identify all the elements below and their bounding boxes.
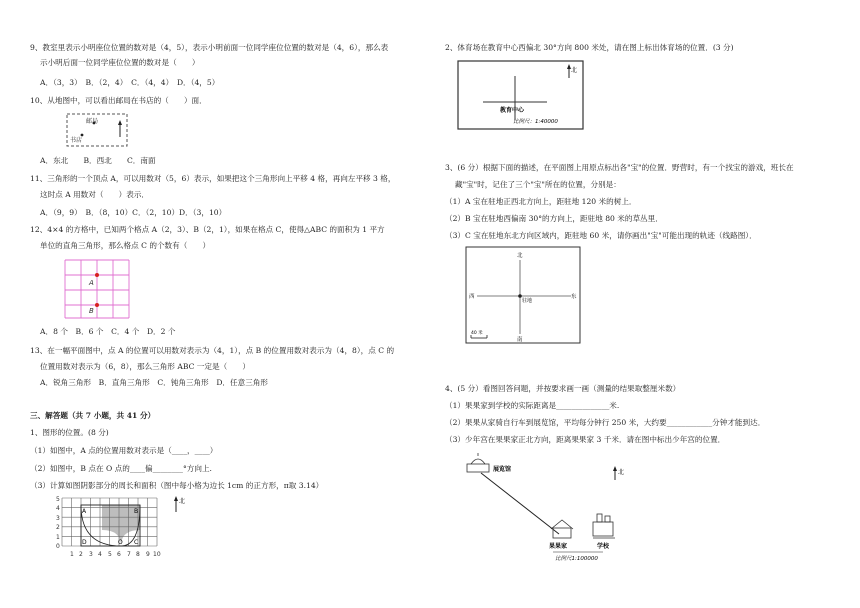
q11-line1: 11、三角形的一个顶点 A，可以用数对（5，6）表示，如果把这个三角形向上平移 4 格，再向左平移 3 格， — [30, 174, 396, 183]
grid-label-a: A — [82, 508, 87, 515]
svg-text:7: 7 — [127, 551, 131, 558]
svg-text:1: 1 — [70, 551, 74, 558]
grid-label-d: D — [82, 539, 87, 546]
q13-options: A．锐角三角形 B．直角三角形 C．钝角三角形 D．任意三角形 — [40, 378, 268, 387]
p3-west: 西 — [469, 294, 475, 300]
p3-c: （3）C 宝在驻地东北方向区域内，距驻地 60 米，请你画出"宝"可能出现的轨迹（线路图）． — [445, 231, 757, 240]
svg-text:6: 6 — [117, 551, 121, 558]
p3-south: 南 — [517, 337, 523, 343]
p3-figure — [465, 246, 583, 346]
p4-figure — [463, 452, 663, 564]
bookstore-label: 书店 — [70, 137, 83, 144]
p1-north-arrow-head — [174, 496, 178, 501]
p3-line2: 藏"宝"时，记住了三个"宝"所在的位置，分别是： — [455, 180, 621, 189]
p4-sub2: （2）果果从家骑自行车到展览馆，平均每分钟行 250 米，大约要____________分钟才能到达． — [445, 418, 766, 427]
svg-text:2: 2 — [56, 524, 60, 531]
home-icon — [551, 520, 573, 538]
p4-text: 4、(5 分）看图回答问题，并按要求画一画（测量的结果取整厘米数） — [445, 384, 681, 393]
grid-label-b: B — [134, 508, 139, 515]
home-label: 果果家 — [549, 543, 568, 550]
p3-frame — [466, 247, 580, 343]
p4-sub3: （3）少年宫在果果家正北方向，距离果果家 3 千米．请在图中标出少年宫的位置． — [445, 435, 726, 444]
p2-scale: 比例尺：1:40000 — [513, 119, 558, 125]
label-a: A — [89, 279, 94, 287]
svg-text:4: 4 — [98, 551, 102, 558]
svg-text:2: 2 — [79, 551, 83, 558]
north-arrow-head — [118, 120, 122, 125]
route-line — [481, 473, 559, 534]
q9-options: A．（3，3） B．（2，4） C．（4，4） D．（4，5） — [40, 78, 220, 87]
q10-map — [66, 113, 128, 147]
p1-sub2: （2）如图中，B 点在 O 点的____偏________°方向上. — [30, 464, 212, 473]
q11-options: A．（9，9） B．（8，10）C．（2，10）D．（3，10） — [40, 208, 227, 217]
p3-origin-label: 驻地 — [522, 298, 533, 304]
q12-grid — [63, 258, 133, 320]
p4-north-arrow-head — [613, 466, 617, 471]
p4-scale: 比例尺1:100000 — [555, 556, 598, 562]
svg-text:10: 10 — [153, 551, 161, 558]
school-label: 学校 — [597, 543, 610, 550]
school-icon — [593, 514, 615, 538]
grid-label-c: C — [134, 539, 139, 546]
q9-line1: 9、教室里表示小明座位位置的数对是（4，5），表示小明前面一位同学座位位置的数对是（4，6），那么表 — [30, 43, 389, 52]
p4-north-label: 北 — [618, 469, 625, 476]
q10-options: A．东北 B．西北 C．南面 — [40, 156, 156, 165]
label-b: B — [89, 307, 94, 315]
p2-figure — [457, 60, 589, 132]
p3-scale-label: 40 米 — [471, 331, 483, 336]
bookstore-dot — [81, 134, 84, 137]
expo-label: 展览馆 — [493, 466, 512, 473]
q12-grid-lines — [65, 260, 129, 318]
y-ticks — [56, 496, 60, 550]
p3-a: （1）A 宝在驻地正西北方向上，距驻地 120 米的树上． — [445, 197, 637, 206]
point-a — [95, 273, 99, 277]
q10-stem: 10、从地图中，可以看出邮局在书店的（ ）面． — [30, 96, 207, 105]
p3-b: （2）B 宝在驻地西偏南 30°的方向上，距驻地 80 米的草丛里． — [445, 214, 663, 223]
p1-grid-figure — [30, 494, 190, 566]
svg-text:3: 3 — [56, 515, 60, 522]
svg-text:3: 3 — [89, 551, 93, 558]
p3-north: 北 — [517, 253, 523, 259]
svg-text:0: 0 — [56, 543, 60, 550]
p2-north-label: 北 — [571, 67, 578, 74]
p3-east: 东 — [571, 294, 577, 300]
p1-sub3: （3）计算如图阴影部分的周长和面积（图中每小格为边长 1cm 的正方形，π取 3.14） — [30, 481, 324, 490]
svg-text:5: 5 — [108, 551, 112, 558]
svg-text:9: 9 — [146, 551, 150, 558]
p2-center-label: 教育中心 — [500, 107, 525, 114]
svg-text:8: 8 — [136, 551, 140, 558]
q12-line1: 12、4×4 的方格中，已知两个格点 A（2，3）、B（2，1），如果在格点 C，使得△ABC 的面积为 1 平方 — [30, 225, 385, 234]
p1-north-label: 北 — [179, 498, 186, 505]
svg-text:4: 4 — [56, 505, 60, 512]
grid-label-o: O — [118, 539, 123, 546]
svg-text:5: 5 — [56, 496, 60, 503]
q13-line2: 位置用数对表示为（6，8），那么三角形 ABC 一定是（ ） — [40, 362, 250, 371]
post-office-label: 邮局 — [86, 118, 99, 125]
q11-line2: 这时点 A 用数对（ ）表示． — [40, 190, 150, 199]
p1-sub1: （1）如图中，A 点的位置用数对表示是（____，____） — [30, 446, 218, 455]
svg-text:1: 1 — [56, 534, 60, 541]
p3-line1: 3、(6 分）根据下面的描述，在平面图上用原点标出各"宝"的位置．野营时，有一个找宝的游戏，班长在 — [445, 163, 794, 172]
expo-hall-icon — [467, 453, 489, 472]
section-title: 三、解答题（共 7 小题，共 41 分） — [30, 411, 156, 420]
p4-sub1: （1）果果家到学校的实际距离是______________米. — [445, 401, 620, 410]
q12-line2: 单位的直角三角形，那么格点 C 的个数有（ ） — [40, 241, 211, 250]
q9-line2: 示小明后面一位同学座位位置的数对是（ ） — [40, 58, 200, 67]
p1-title: 1、图形的位置。(8 分) — [30, 428, 109, 437]
x-ticks — [70, 551, 161, 558]
point-b — [95, 303, 99, 307]
p2-text: 2、体育场在教育中心西偏北 30°方向 800 米处，请在图上标出体育场的位置．(3 分) — [445, 43, 734, 52]
q13-line1: 13、在一幅平面图中，点 A 的位置可以用数对表示为（4，1），点 B 的位置用数对表示为（4，8），点 C 的 — [30, 346, 395, 355]
q12-options: A．8 个 B．6 个 C．4 个 D．2 个 — [40, 327, 176, 336]
